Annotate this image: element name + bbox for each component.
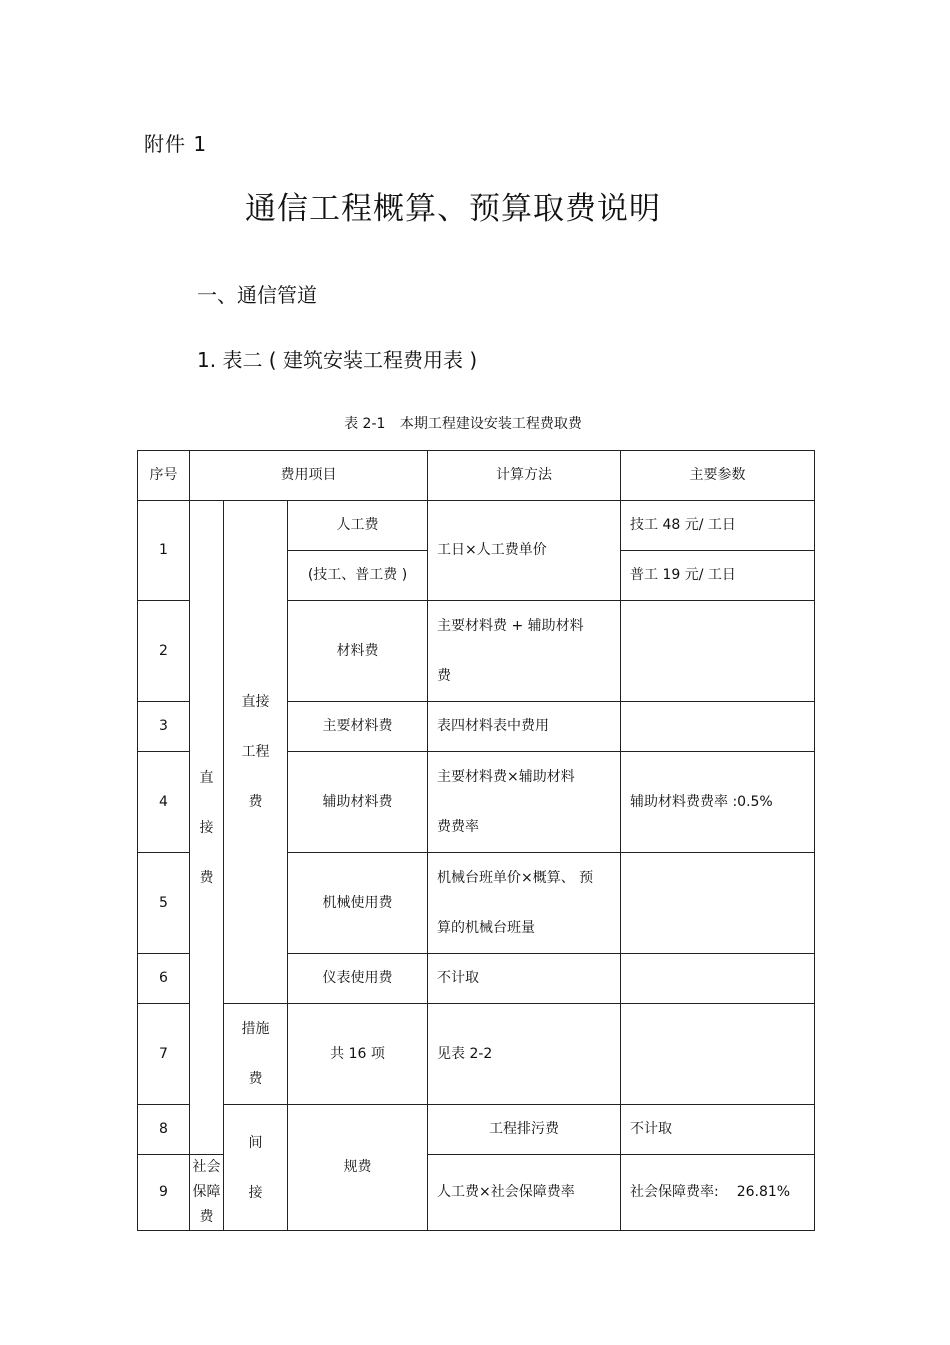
document-title: 通信工程概算、预算取费说明 — [245, 191, 661, 227]
row-item: 机械使用费 — [288, 853, 428, 954]
row-seq: 2 — [138, 601, 190, 702]
group-measures-line: 措施 — [241, 1021, 270, 1037]
row-method-line: 算的机械台班量 — [437, 920, 535, 936]
table-caption-title: 本期工程建设安装工程费取费 — [399, 416, 582, 432]
row-method-line: 主要材料费×辅助材料 — [437, 769, 575, 785]
table-row — [138, 501, 815, 551]
row-method: 人工费×社会保障费率 — [428, 1155, 621, 1231]
group-indirect — [224, 1105, 288, 1231]
group-direct-engineering-line: 直接 — [241, 694, 270, 710]
row-method-line: 主要材料费 + 辅助材料 — [437, 618, 584, 634]
row-param-label: 社会保障费率: — [630, 1184, 719, 1200]
section-heading-pipeline: 一、通信管道 — [197, 283, 317, 307]
row-item: 辅助材料费 — [288, 752, 428, 853]
row-method: 不计取 — [621, 1105, 815, 1155]
row-method: 工日×人工费单价 — [428, 501, 621, 601]
row-item: 社会保障费 — [190, 1155, 224, 1231]
row-param: 辅助材料费费率 :0.5% — [621, 752, 815, 853]
group-indirect-char: 间 — [248, 1134, 263, 1151]
group-measures-line: 费 — [248, 1071, 263, 1087]
row-method: 表四材料表中费用 — [428, 702, 621, 752]
row-param — [621, 1155, 815, 1231]
table-header-row — [138, 451, 815, 501]
section-heading-table2: 1. 表二 ( 建筑安装工程费用表 ) — [197, 348, 478, 372]
row-method-line: 费 — [437, 668, 451, 684]
group-direct-fee-char: 接 — [199, 819, 214, 836]
row-item: 主要材料费 — [288, 702, 428, 752]
group-direct-engineering-line: 费 — [248, 794, 263, 810]
row-item: 人工费 — [288, 501, 428, 551]
group-direct-engineering — [224, 501, 288, 1004]
row-seq: 1 — [138, 501, 190, 601]
header-item: 费用项目 — [190, 451, 428, 501]
table-row — [138, 1004, 815, 1105]
row-method — [428, 752, 621, 853]
row-seq: 3 — [138, 702, 190, 752]
group-direct-engineering-line: 工程 — [241, 744, 270, 760]
group-direct-fee-char: 费 — [199, 869, 214, 886]
row-item: 仪表使用费 — [288, 954, 428, 1004]
row-param — [621, 954, 815, 1004]
row-param — [621, 702, 815, 752]
table-caption — [0, 413, 926, 433]
attachment-label: 附件 1 — [144, 132, 208, 156]
row-seq: 8 — [138, 1105, 190, 1155]
row-seq: 7 — [138, 1004, 190, 1105]
table-caption-number: 表 2-1 — [344, 416, 386, 432]
fee-table — [137, 450, 815, 1231]
table-row — [138, 1105, 815, 1155]
row-param — [621, 1004, 815, 1105]
row-seq: 6 — [138, 954, 190, 1004]
header-seq: 序号 — [138, 451, 190, 501]
row-method: 不计取 — [428, 954, 621, 1004]
row-method — [428, 853, 621, 954]
row-method-line: 机械台班单价×概算、 预 — [437, 870, 594, 886]
row-seq: 9 — [138, 1155, 190, 1231]
row-seq: 4 — [138, 752, 190, 853]
row-param — [621, 853, 815, 954]
row-item: 材料费 — [288, 601, 428, 702]
group-direct-fee — [190, 501, 224, 1155]
group-regulatory: 规费 — [288, 1105, 428, 1231]
header-method: 计算方法 — [428, 451, 621, 501]
row-item: 工程排污费 — [428, 1105, 621, 1155]
row-item: (技工、普工费 ) — [288, 551, 428, 601]
row-param — [621, 601, 815, 702]
row-seq: 5 — [138, 853, 190, 954]
group-measures — [224, 1004, 288, 1105]
row-method-line: 费费率 — [437, 819, 479, 835]
group-direct-fee-char: 直 — [199, 769, 214, 786]
row-param: 技工 48 元/ 工日 — [621, 501, 815, 551]
row-method — [428, 601, 621, 702]
group-indirect-char: 接 — [248, 1184, 263, 1201]
row-item: 共 16 项 — [288, 1004, 428, 1105]
row-method: 见表 2-2 — [428, 1004, 621, 1105]
header-params: 主要参数 — [621, 451, 815, 501]
row-param-value: 26.81% — [736, 1184, 791, 1200]
row-param: 普工 19 元/ 工日 — [621, 551, 815, 601]
